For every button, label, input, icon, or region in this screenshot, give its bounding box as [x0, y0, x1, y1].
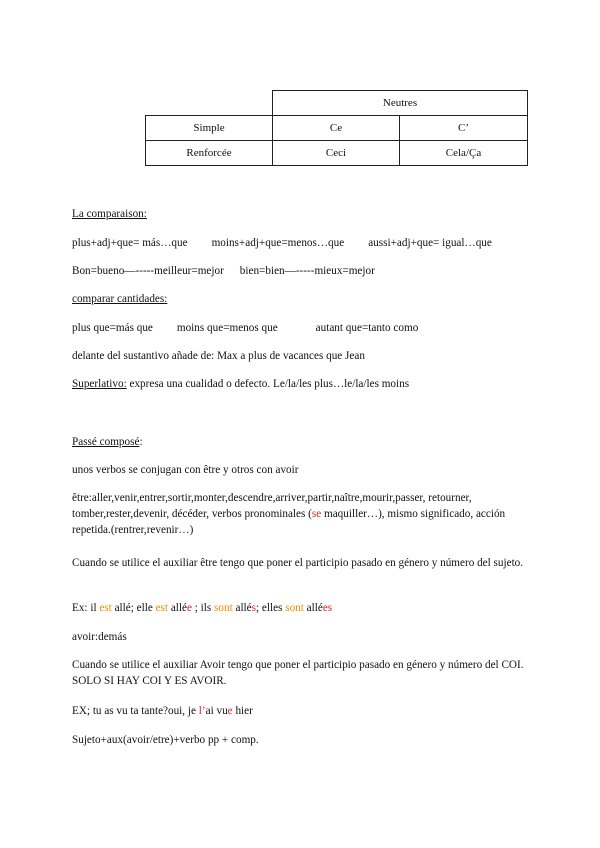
- aux-est-highlight: est: [99, 602, 112, 614]
- comparaison-line-2: [72, 263, 375, 279]
- table-header-neutres: Neutres: [273, 91, 528, 116]
- comparison-bien: bien=bien—-----mieux=mejor: [239, 265, 375, 277]
- comparison-plus: plus+adj+que= más…que: [72, 237, 188, 249]
- example-text: ; ils: [191, 602, 215, 614]
- table-row: [146, 116, 528, 141]
- comparison-bon: Bon=bueno—-----meilleur=mejor: [72, 265, 224, 277]
- table-row-label: Renforcée: [146, 141, 273, 166]
- cantidad-autant: autant que=tanto como: [315, 322, 419, 334]
- table-row: [146, 141, 528, 166]
- table-cell: Ceci: [273, 141, 400, 166]
- example-text: ai vu: [205, 705, 228, 717]
- cantidad-plus: plus que=más que: [72, 322, 153, 334]
- example-text: allé: [168, 602, 187, 614]
- agreement-ending-highlight: e: [186, 602, 192, 614]
- cantidades-line-2: delante del sustantivo añade de: Max a plus de vacances que Jean: [72, 350, 365, 362]
- agreement-ending-highlight: s: [251, 602, 256, 614]
- cantidades-heading: comparar cantidades:: [72, 293, 168, 305]
- example-text: hier: [232, 705, 253, 717]
- avoir-example-line: [72, 703, 253, 719]
- comparaison-line-1: [72, 235, 492, 251]
- passe-compose-title: Passé composé: [72, 436, 140, 448]
- superlativo-label: Superlativo:: [72, 378, 127, 390]
- superlativo-line: [72, 376, 409, 392]
- comparaison-heading: La comparaison:: [72, 208, 147, 220]
- avoir-line: avoir:demás: [72, 631, 127, 643]
- example-text: EX; tu as vu ta tante?oui, je: [72, 705, 199, 717]
- passe-intro: unos verbos se conjugan con être y otros con avoir: [72, 464, 299, 476]
- aux-sont-highlight: sont: [214, 602, 233, 614]
- example-text: allé; elle: [111, 602, 156, 614]
- etre-verbs-text-end: maquiller…), mismo significado, acción repetida.(rentrer,revenir…): [72, 508, 506, 536]
- aux-sont-highlight: sont: [285, 602, 304, 614]
- example-text: Ex: il: [72, 602, 100, 614]
- formula-line: Sujeto+aux(avoir/etre)+verbo pp + comp.: [72, 734, 259, 746]
- table-empty-cell: [146, 91, 273, 116]
- passe-compose-colon: :: [139, 436, 143, 448]
- comparison-aussi: aussi+adj+que= igual…que: [368, 237, 492, 249]
- agreement-ending-highlight: e: [227, 705, 233, 717]
- coi-pronoun-highlight: l’: [198, 705, 206, 717]
- example-text: ; elles: [256, 602, 286, 614]
- etre-rule-paragraph: Cuando se utilice el auxiliar être tengo que poner el participio pasado en género y número del sujeto.: [72, 557, 524, 569]
- passe-compose-heading: [72, 434, 143, 450]
- neutral-pronouns-table: [145, 90, 528, 166]
- table-cell: Ce: [273, 116, 400, 141]
- table-cell: Cela/Ça: [400, 141, 528, 166]
- table-row-label: Simple: [146, 116, 273, 141]
- table-cell: C’: [400, 116, 528, 141]
- example-text: allé: [303, 602, 323, 614]
- table-row: [146, 91, 528, 116]
- agreement-ending-highlight: es: [322, 602, 333, 614]
- pronoun-se-highlight: se: [311, 508, 322, 520]
- etre-verbs-paragraph: [72, 490, 532, 538]
- aux-est-highlight: est: [155, 602, 169, 614]
- avoir-rule-paragraph: Cuando se utilice el auxiliar Avoir tengo que poner el participio pasado en género y número del COI. SOLO SI HAY COI Y ES AVOIR.: [72, 659, 524, 687]
- etre-verbs-text: être:aller,venir,entrer,sortir,monter,descendre,arriver,partir,naître,mourir,passer, retourner, tomber,rester,devenir, décéder, verbos pronominales (: [72, 492, 472, 520]
- comparison-moins: moins+adj+que=menos…que: [211, 237, 345, 249]
- cantidades-line-1: [72, 320, 418, 336]
- superlativo-text: expresa una cualidad o defecto. Le/la/les plus…le/la/les moins: [126, 378, 410, 390]
- etre-example-line: [72, 600, 332, 616]
- cantidad-moins: moins que=menos que: [176, 322, 278, 334]
- example-text: allé: [232, 602, 252, 614]
